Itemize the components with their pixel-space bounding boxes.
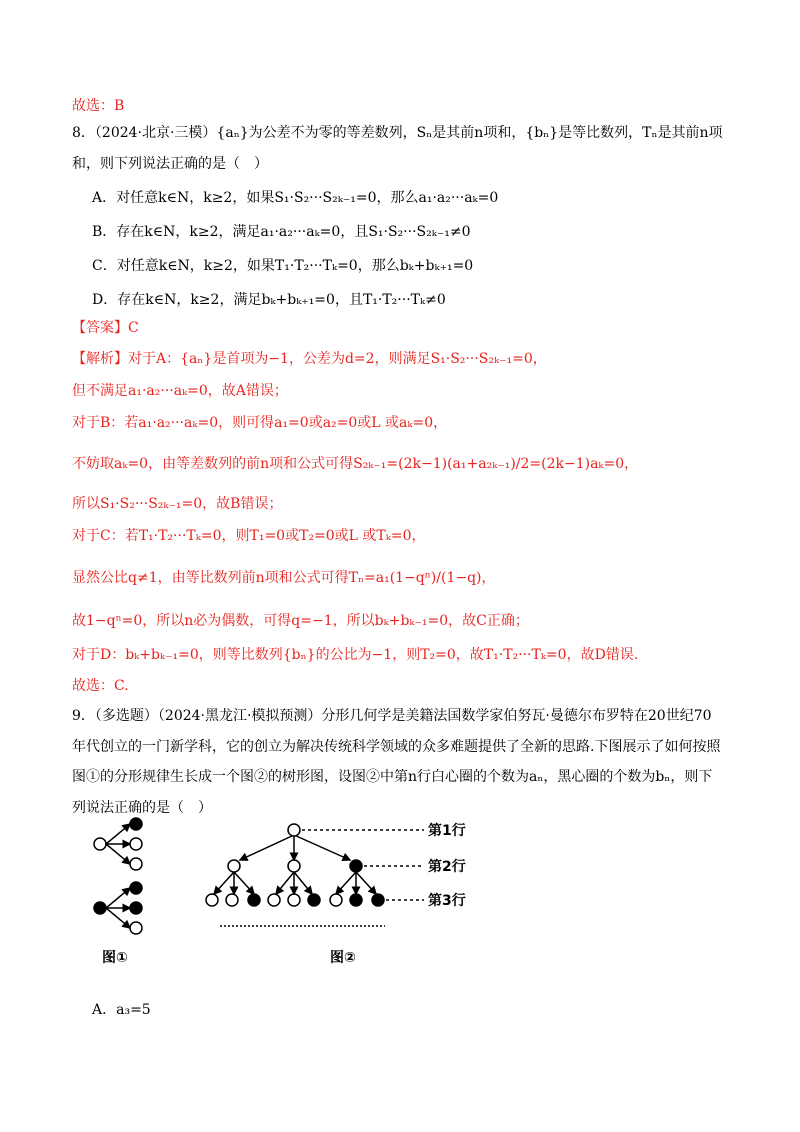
q9-stem-line2: 年代创立的一门新学科，它的创立为解决传统科学领域的众多难题提供了全新的思路.下图展示了如何按照 [72,739,721,755]
figure-1-caption: 图① [102,950,128,966]
figure-2-caption: 图② [330,950,356,966]
q9-stem-line4: 列说法正确的是（ ） [72,800,212,816]
q8-analysis-a2: 但不满足a₁·a₂···aₖ=0，故A错误； [72,383,288,399]
q8-analysis-b3: 所以S₁·S₂···S₂ₖ₋₁=0，故B错误； [72,496,283,512]
q8-option-c: C．对任意k∈N，k≥2，如果T₁·T₂···Tₖ=0，那么bₖ+bₖ₊₁=0 [92,258,474,274]
q8-option-d: D．存在k∈N，k≥2，满足bₖ+bₖ₊₁=0，且T₁·T₂···Tₖ≠0 [92,292,446,308]
q8-option-b: B．存在k∈N，k≥2，满足a₁·a₂···aₖ=0，且S₁·S₂···S₂ₖ₋₁≠0 [92,224,471,240]
q8-analysis-d: 对于D：bₖ+bₖ₋₁=0，则等比数列{bₙ}的公比为−1，则T₂=0，故T₁·T₂···Tₖ=0，故D错误. [72,647,639,663]
q8-analysis-b2: 不妨取aₖ=0，由等差数列的前n项和公式可得S₂ₖ₋₁=(2k−1)(a₁+a₂ₖ₋₁)/2=(2k−1)aₖ=0， [72,456,639,472]
figure-2-tree [206,824,384,906]
q8-analysis-b1: 对于B：若a₁·a₂···aₖ=0，则可得a₁=0或a₂=0或L 或aₖ=0， [72,415,448,431]
q8-analysis-c1: 对于C：若T₁·T₂···Tₖ=0，则T₁=0或T₂=0或L 或Tₖ=0， [72,528,426,544]
figure-1-top-unit [94,818,142,870]
q8-option-a: A．对任意k∈N，k≥2，如果S₁·S₂···S₂ₖ₋₁=0，那么a₁·a₂···aₖ=0 [92,190,499,206]
q9-stem-line3: 图①的分形规律生长成一个图②的树形图，设图②中第n行白心圈的个数为aₙ，黑心圈的个数为bₙ，则下 [72,769,713,785]
answer-prev: 故选：B [72,98,125,114]
q8-answer: 【答案】C [72,320,139,336]
row-label-3: 第3行 [428,893,466,909]
q9-option-a: A．a₃=5 [92,1002,151,1018]
figure-1-bottom-unit [94,882,142,934]
q9-stem-line1: 9．（多选题）（2024·黑龙江·模拟预测）分形几何学是美籍法国数学家伯努瓦·曼德尔布罗特在20世纪70 [72,708,712,724]
row-label-1: 第1行 [428,823,466,839]
q8-stem-line1: 8．（2024·北京·三模）{aₙ}为公差不为零的等差数列，Sₙ是其前n项和，{bₙ}是等比数列，Tₙ是其前n项 [72,125,723,141]
row-label-2: 第2行 [428,859,466,875]
q8-analysis-c2: 显然公比q≠1，由等比数列前n项和公式可得Tₙ=a₁(1−qⁿ)/(1−q)， [72,570,496,586]
q8-final-answer: 故选：C. [72,678,129,694]
q8-stem-line2: 和，则下列说法正确的是（ ） [72,156,268,172]
q8-analysis-a1: 【解析】对于A：{aₙ}是首项为−1，公差为d=2，则满足S₁·S₂···S₂ₖ₋₁=0， [72,351,547,367]
fractal-tree-figure [80,812,500,972]
q8-analysis-c3: 故1−qⁿ=0，所以n必为偶数，可得q=−1，所以bₖ+bₖ₋₁=0，故C正确； [72,613,529,629]
figure-2-row-markers [220,830,424,926]
